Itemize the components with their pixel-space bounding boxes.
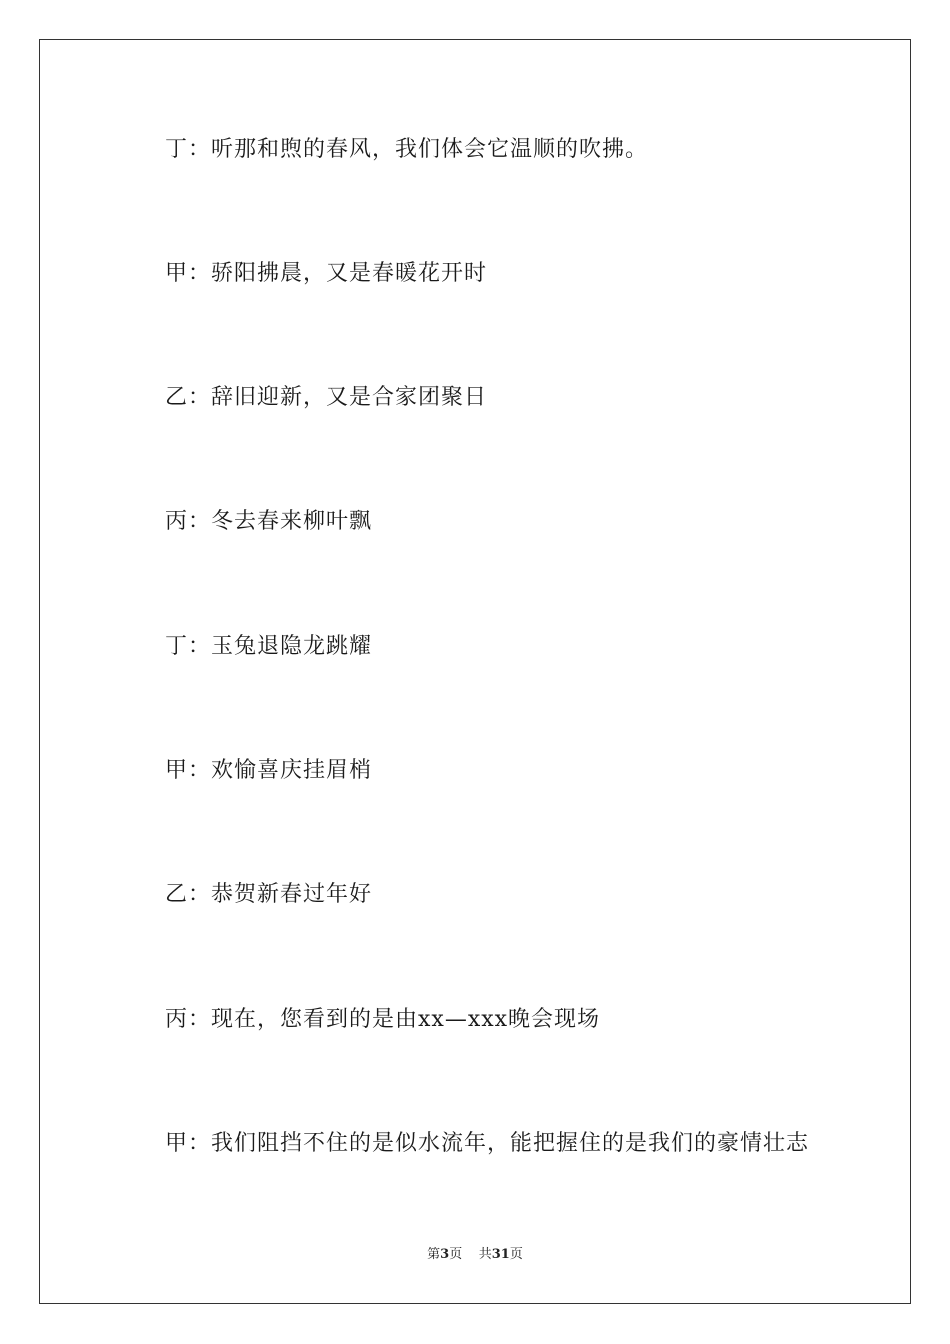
script-line-5: 丁：玉兔退隐龙跳耀 (165, 634, 373, 659)
script-line-9: 甲：我们阻挡不住的是似水流年，能把握住的是我们的豪情壮志 (165, 1131, 810, 1156)
footer-total-pages: 31 (491, 1247, 510, 1262)
footer-page-prefix: 第 (427, 1247, 441, 1262)
script-line-2: 甲：骄阳拂晨，又是春暖花开时 (165, 261, 488, 286)
footer-page-suffix: 页 (449, 1247, 463, 1262)
page-frame (39, 39, 911, 1304)
script-line-6: 甲：欢愉喜庆挂眉梢 (165, 758, 373, 783)
script-line-1: 丁：听那和煦的春风，我们体会它温顺的吹拂。 (165, 137, 649, 162)
footer-current-page: 3 (440, 1247, 450, 1262)
footer-total-prefix: 共 (478, 1247, 492, 1262)
script-line-7: 乙：恭贺新春过年好 (165, 882, 373, 907)
script-line-3: 乙：辞旧迎新，又是合家团聚日 (165, 385, 488, 410)
script-line-4: 丙：冬去春来柳叶飘 (165, 509, 373, 534)
script-line-8: 丙：现在，您看到的是由xx—xxx晚会现场 (165, 1007, 601, 1032)
page-footer (0, 1246, 950, 1264)
footer-total-suffix: 页 (509, 1247, 523, 1262)
